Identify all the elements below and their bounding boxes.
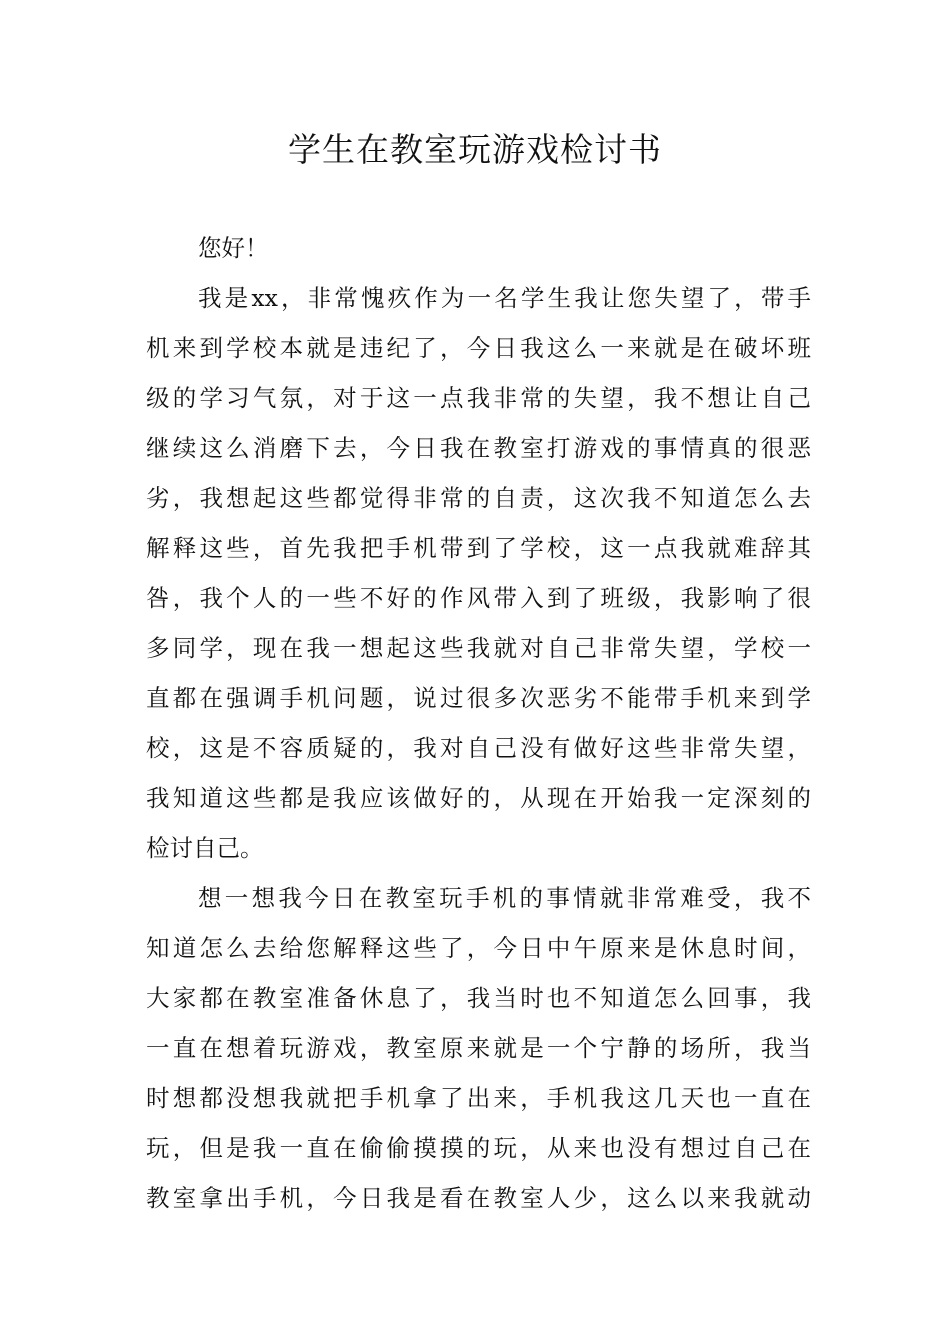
paragraph-line: 知道怎么去给您解释这些了，今日中午原来是休息时间，	[146, 934, 811, 962]
paragraph-line: 劣，我想起这些都觉得非常的自责，这次我不知道怎么去	[146, 484, 811, 512]
document-body	[146, 223, 811, 1223]
paragraph-line: 我是xx，非常愧疚作为一名学生我让您失望了，带手	[198, 284, 811, 312]
paragraph-line: 咎，我个人的一些不好的作风带入到了班级，我影响了很	[146, 584, 811, 612]
paragraph-line: 时想都没想我就把手机拿了出来，手机我这几天也一直在	[146, 1084, 811, 1112]
paragraph-line: 机来到学校本就是违纪了，今日我这么一来就是在破坏班	[146, 334, 811, 362]
paragraph-line: 想一想我今日在教室玩手机的事情就非常难受，我不	[198, 884, 811, 912]
paragraph-line: 一直在想着玩游戏，教室原来就是一个宁静的场所，我当	[146, 1034, 811, 1062]
paragraph-line: 大家都在教室准备休息了，我当时也不知道怎么回事，我	[146, 984, 811, 1012]
paragraph-line: 我知道这些都是我应该做好的，从现在开始我一定深刻的	[146, 784, 811, 812]
greeting-line: 您好！	[198, 234, 269, 262]
paragraph-line: 检讨自己。	[146, 834, 264, 862]
paragraph-line: 解释这些，首先我把手机带到了学校，这一点我就难辞其	[146, 534, 811, 562]
paragraph-line: 教室拿出手机，今日我是看在教室人少，这么以来我就动	[146, 1184, 811, 1212]
paragraph-line: 级的学习气氛，对于这一点我非常的失望，我不想让自己	[146, 384, 811, 412]
paragraph-line: 直都在强调手机问题，说过很多次恶劣不能带手机来到学	[146, 684, 811, 712]
paragraph-line: 校，这是不容质疑的，我对自己没有做好这些非常失望，	[146, 734, 811, 762]
paragraph-line: 玩，但是我一直在偷偷摸摸的玩，从来也没有想过自己在	[146, 1134, 811, 1162]
paragraph-line: 继续这么消磨下去，今日我在教室打游戏的事情真的很恶	[146, 434, 811, 462]
paragraph-line: 多同学，现在我一想起这些我就对自己非常失望，学校一	[146, 634, 811, 662]
document-title: 学生在教室玩游戏检讨书	[288, 130, 662, 169]
